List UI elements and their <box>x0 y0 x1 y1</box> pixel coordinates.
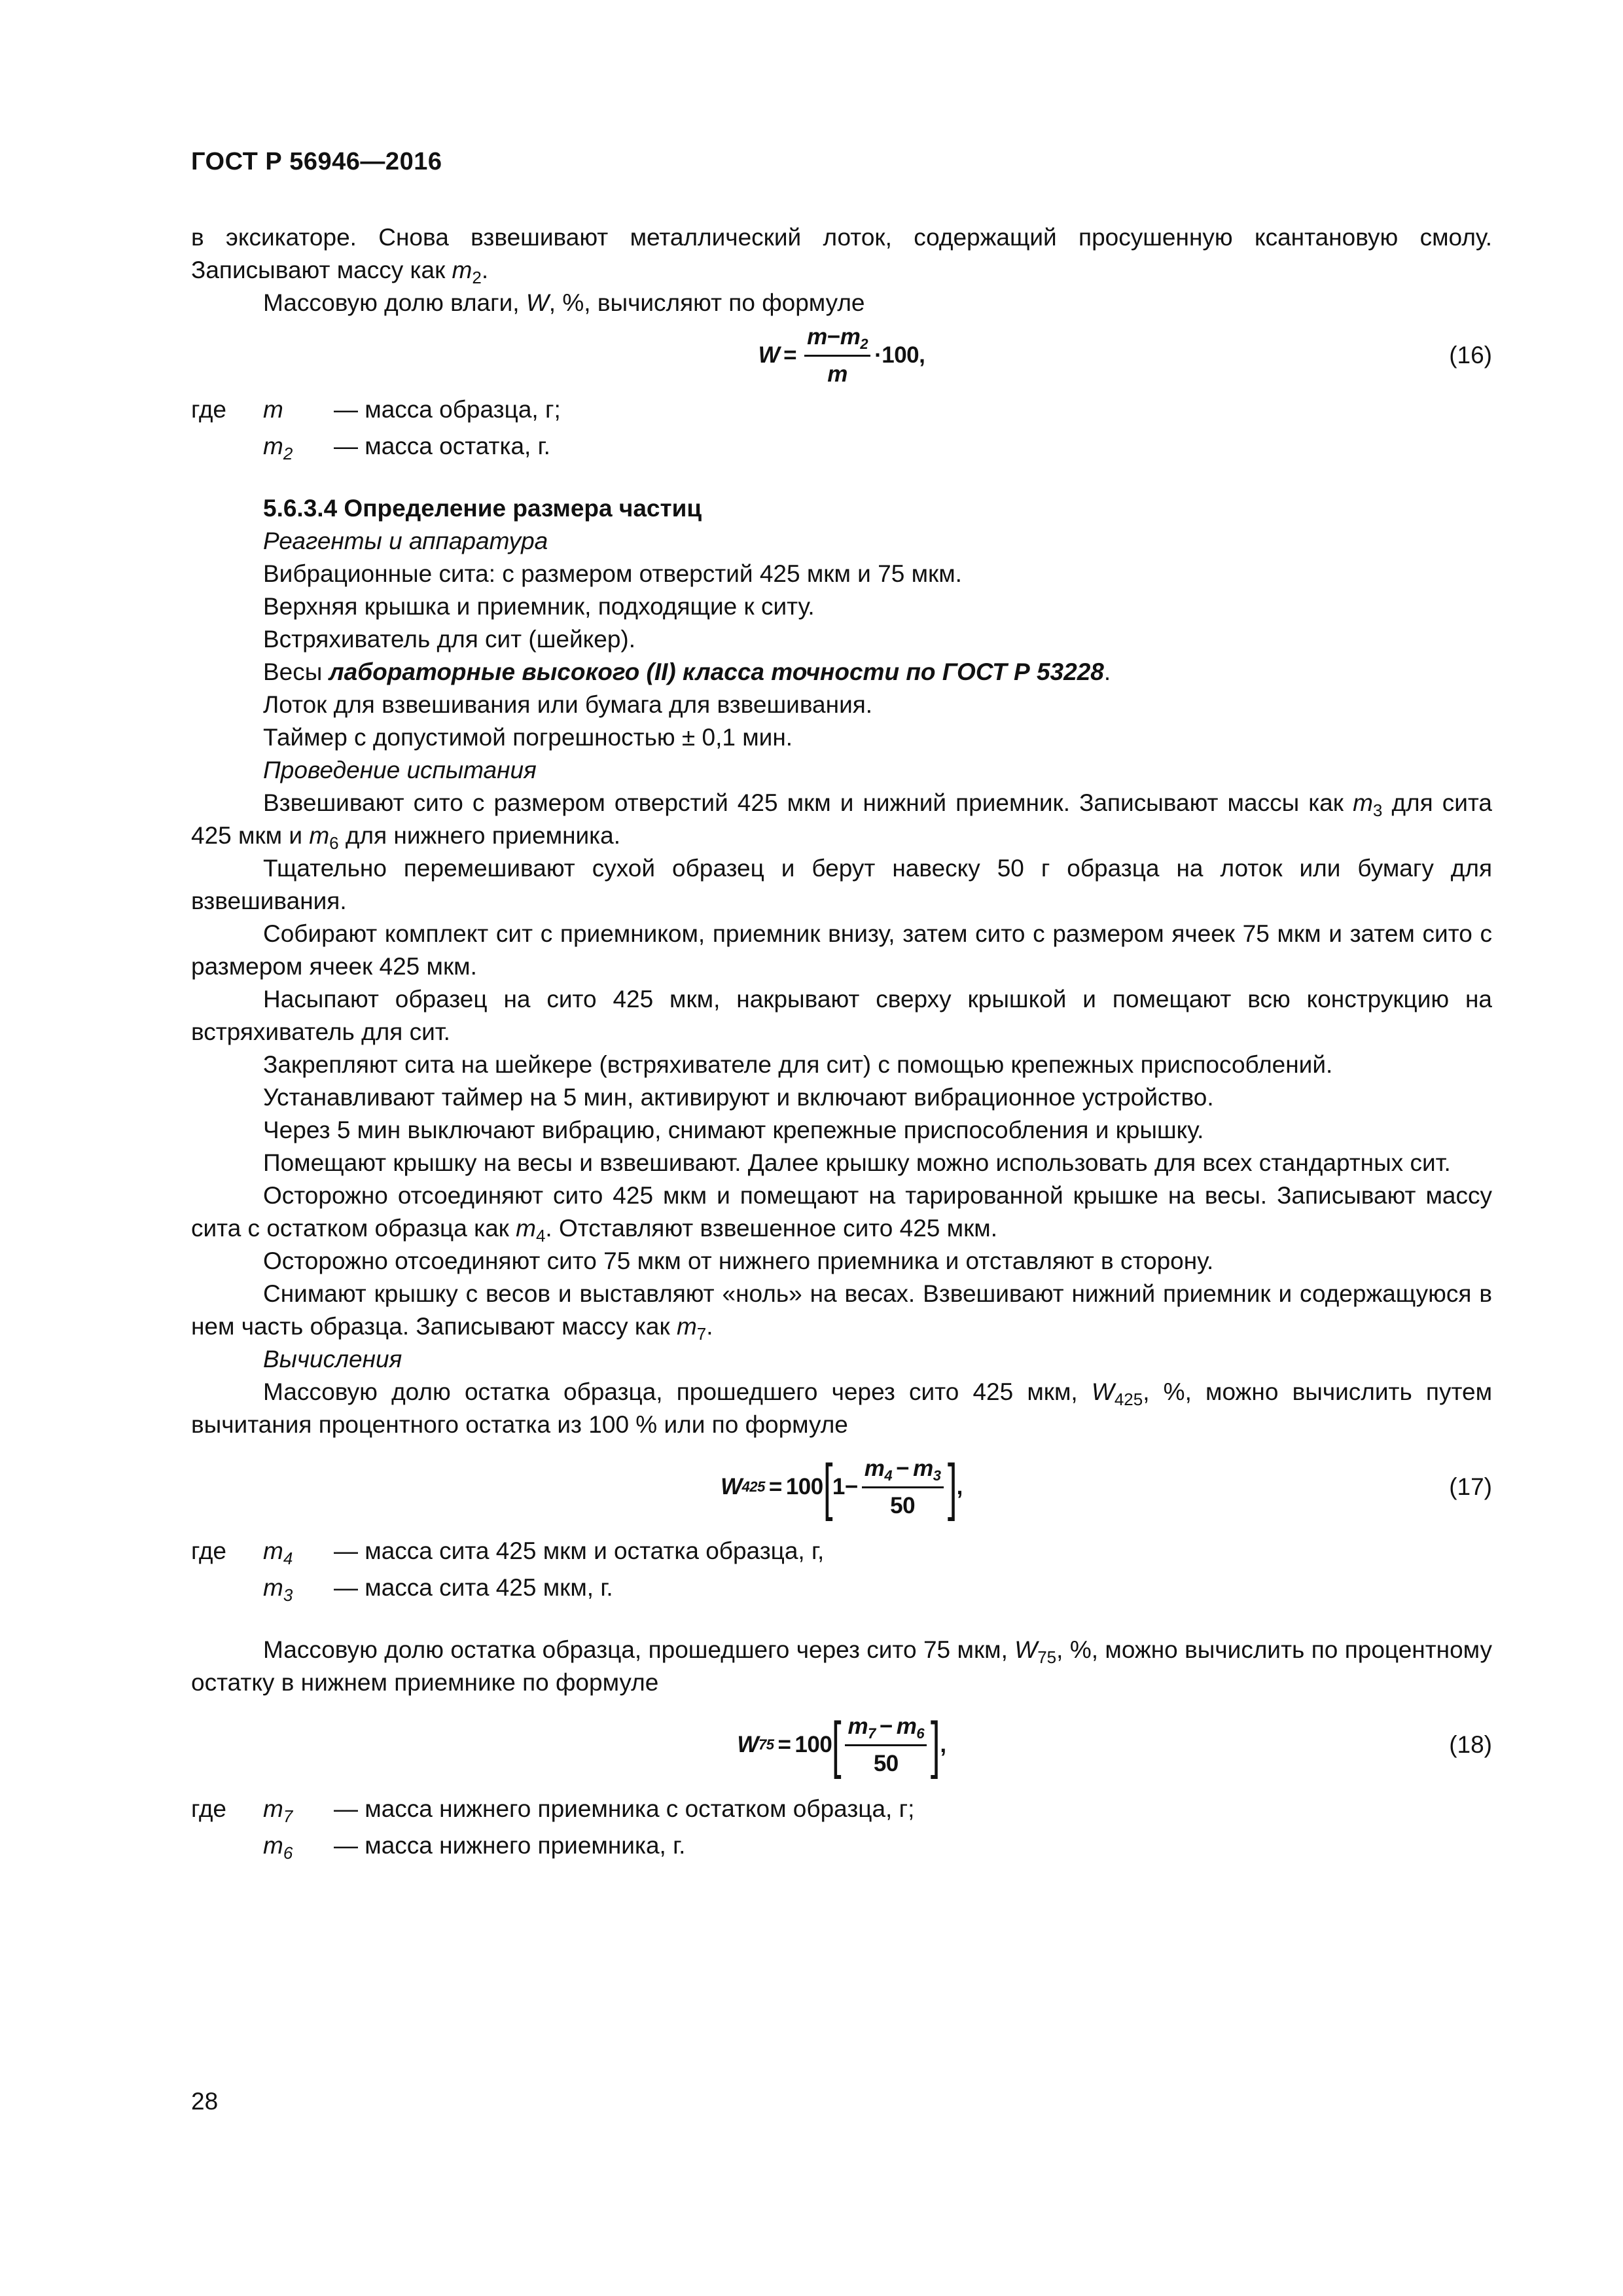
where-block-16: где m — масса образца, г; $m_2$ — масса остатка, г. <box>191 391 1492 465</box>
page-number: 28 <box>191 2088 219 2115</box>
page-body <box>191 221 1492 1864</box>
list-item: Вибрационные сита: с размером отверстий 425 мкм и 75 мкм. <box>263 560 962 587</box>
fraction: $\frac{m_4 - m_3}{50}$ <box>862 1452 944 1522</box>
where-block-18: где $m_7$ — масса нижнего приемника с остатком образца, г; $m_6$ — масса нижнего приемника, г. <box>191 1791 1492 1864</box>
formula-17-expression: W 425 = 100 [ 1− $\frac{m_4 - m_3}{50}$ ] , <box>721 1452 963 1522</box>
fraction: $\frac{m_7 - m_6}{50}$ <box>845 1710 927 1780</box>
section-heading: 5.6.3.4 Определение размера частиц <box>263 495 702 522</box>
calculations-title: Вычисления <box>263 1346 402 1372</box>
procedure-step: Снимают крышку с весов и выставляют «ноль» на весах. Взвешивают нижний приемник и содержащуюся в нем часть образца. Записывают массу как $m_7$. <box>191 1280 1492 1344</box>
list-item: Верхняя крышка и приемник, подходящие к ситу. <box>263 593 815 620</box>
procedure-step: Насыпают образец на сито 425 мкм, накрывают сверху крышкой и помещают всю конструкцию на встряхиватель для сит. <box>191 986 1492 1045</box>
reagents-title: Реагенты и аппаратура <box>263 528 548 554</box>
calculation-paragraph: Массовую долю остатка образца, прошедшего через сито 75 мкм, $W_{75}$, %, можно вычислить по процентному остатку в нижнем приемнике по формуле <box>191 1636 1493 1696</box>
list-item: Лоток для взвешивания или бумага для взвешивания. <box>263 691 873 718</box>
intro-paragraph: в эксикаторе. Снова взвешивают металлический лоток, содержащий просушенную ксантановую смолу. Записывают массу как $m_2$. <box>191 224 1492 287</box>
procedure-step: Осторожно отсоединяют сито 425 мкм и помещают на тарированной крышке на весы. Записывают массу сита с остатком образца как $m_4$. Отставляют взвешенное сито 425 мкм. <box>191 1182 1492 1246</box>
document-header: ГОСТ Р 56946—2016 <box>191 148 442 175</box>
calculation-paragraph: Массовую долю остатка образца, прошедшего через сито 425 мкм, $W_{425}$, %, можно вычислить путем вычитания процентного остатка из 100 % или по формуле <box>191 1378 1493 1438</box>
right-bracket: ] <box>947 1452 957 1522</box>
left-bracket: [ <box>832 1710 842 1780</box>
list-item: Встряхиватель для сит (шейкер). <box>263 626 636 653</box>
procedure-step: Осторожно отсоединяют сито 75 мкм от нижнего приемника и отставляют в сторону. <box>263 1247 1214 1274</box>
procedure-step: Помещают крышку на весы и взвешивают. Далее крышку можно использовать для всех стандартных сит. <box>263 1149 1451 1176</box>
equation-number: (16) <box>1449 342 1492 368</box>
formula-16-expression: W = $\frac{m-m_2}{m}$ · 100, <box>758 321 925 391</box>
procedure-step: Тщательно перемешивают сухой образец и берут навеску 50 г образца на лоток или бумагу для взвешивания. <box>191 855 1492 914</box>
list-item: Таймер с допустимой погрешностью ± 0,1 мин. <box>263 724 793 751</box>
formula-18-expression: W 75 = 100 [ $\frac{m_7 - m_6}{50}$ ] , <box>737 1710 946 1780</box>
formula-16 <box>191 319 1492 391</box>
fraction: $\frac{m-m_2}{m}$ <box>804 321 870 391</box>
procedure-step: Взвешивают сито с размером отверстий 425 мкм и нижний приемник. Записывают массы как $m_3$ для сита 425 мкм и $m_6$ для нижнего приемника. <box>191 789 1493 853</box>
equation-number: (17) <box>1449 1473 1492 1500</box>
where-block-17: где $m_4$ — масса сита 425 мкм и остатка образца, г, $m_3$ — масса сита 425 мкм, г. <box>191 1533 1492 1606</box>
left-bracket: [ <box>823 1452 833 1522</box>
procedure-step: Через 5 мин выключают вибрацию, снимают крепежные приспособления и крышку. <box>263 1117 1204 1143</box>
right-bracket: ] <box>931 1710 940 1780</box>
where-label: где <box>191 396 227 423</box>
formula-18 <box>191 1699 1492 1791</box>
procedure-step: Устанавливают таймер на 5 мин, активируют и включают вибрационное устройство. <box>263 1084 1214 1111</box>
where-label: где <box>191 1537 227 1564</box>
list-item-scales: Весы лабораторные высокого (II) класса точности по ГОСТ Р 53228. <box>263 658 1111 685</box>
where-label: где <box>191 1795 227 1822</box>
procedure-step: Закрепляют сита на шейкере (встряхивателе для сит) с помощью крепежных приспособлений. <box>263 1051 1333 1078</box>
moisture-paragraph: Массовую долю влаги, W, %, вычисляют по формуле <box>263 289 865 316</box>
procedure-step: Собирают комплект сит с приемником, приемник внизу, затем сито с размером ячеек 75 мкм и затем сито с размером ячеек 425 мкм. <box>191 920 1492 980</box>
formula-17 <box>191 1441 1492 1533</box>
procedure-title: Проведение испытания <box>263 757 537 783</box>
equation-number: (18) <box>1449 1731 1492 1758</box>
